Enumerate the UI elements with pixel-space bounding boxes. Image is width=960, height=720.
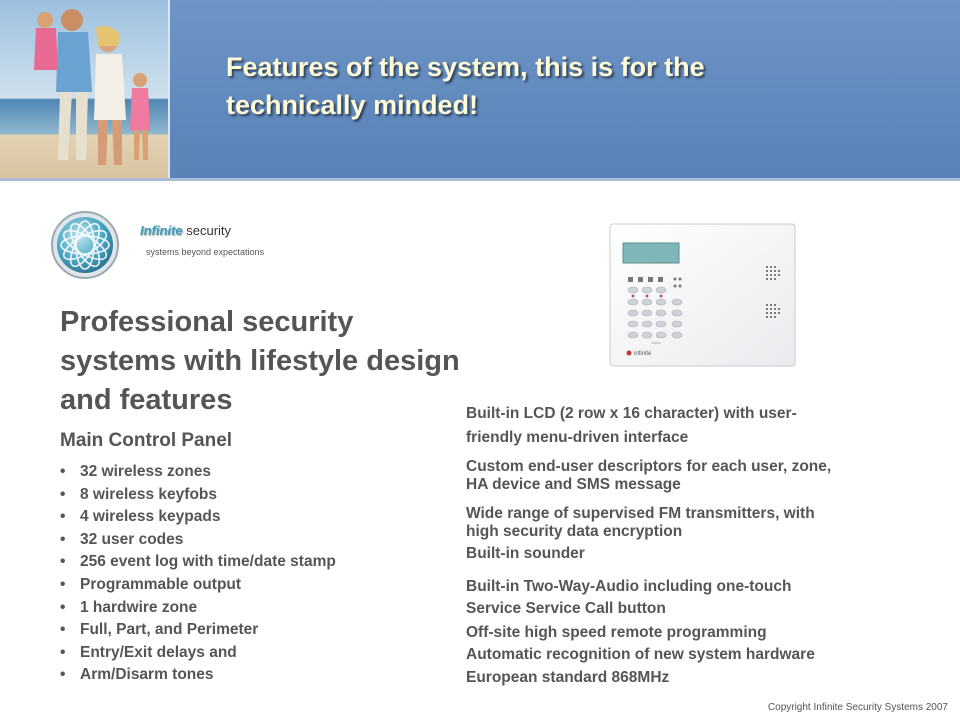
feature-line: Built-in sounder bbox=[466, 545, 585, 562]
family-beach-photo bbox=[0, 0, 170, 178]
brand-tagline: systems beyond expectations bbox=[146, 247, 265, 257]
feature-line: Wide range of supervised FM transmitters, with bbox=[466, 505, 815, 522]
brand-suffix: security bbox=[186, 223, 232, 238]
main-control-panel-heading: Main Control Panel bbox=[60, 430, 233, 451]
headline-line-3: and features bbox=[60, 384, 233, 416]
brand-name bbox=[140, 223, 231, 238]
list-item: • Entry/Exit delays and bbox=[60, 642, 440, 665]
header-divider bbox=[0, 178, 960, 181]
slide-title bbox=[226, 48, 906, 124]
list-item: • Arm/Disarm tones bbox=[60, 664, 440, 687]
feature-line: Automatic recognition of new system hardware bbox=[466, 646, 815, 663]
slide-title-line-2: technically minded! bbox=[226, 90, 479, 120]
list-item: • 1 hardwire zone bbox=[60, 597, 440, 620]
headline-line-2: systems with lifestyle design bbox=[60, 345, 460, 377]
feature-line: Service Service Call button bbox=[466, 600, 666, 617]
feature-line: Built-in LCD (2 row x 16 character) with user- bbox=[466, 405, 797, 422]
list-item: • 8 wireless keyfobs bbox=[60, 484, 440, 507]
list-item: • Full, Part, and Perimeter bbox=[60, 619, 440, 642]
feature-line: European standard 868MHz bbox=[466, 669, 670, 686]
control-panel-image bbox=[609, 223, 796, 367]
feature-line: Off-site high speed remote programming bbox=[466, 624, 767, 641]
control-panel-bullet-list bbox=[60, 461, 440, 687]
device-brand-label: infinite bbox=[634, 351, 652, 357]
brand-wordmark: Infinite bbox=[140, 223, 183, 238]
list-item: • Programmable output bbox=[60, 574, 440, 597]
headline bbox=[60, 303, 520, 420]
feature-line: Built-in Two-Way-Audio including one-touch bbox=[466, 578, 792, 595]
feature-line: Custom end-user descriptors for each user, zone, bbox=[466, 458, 832, 475]
headline-line-1: Professional security bbox=[60, 306, 354, 338]
list-item: • 256 event log with time/date stamp bbox=[60, 551, 440, 574]
feature-line: high security data encryption bbox=[466, 523, 683, 540]
feature-line: HA device and SMS message bbox=[466, 476, 681, 493]
list-item: • 32 user codes bbox=[60, 529, 440, 552]
feature-line: friendly menu-driven interface bbox=[466, 429, 689, 446]
slide-title-line-1: Features of the system, this is for the bbox=[226, 52, 705, 82]
infinite-logo-icon bbox=[50, 210, 120, 280]
list-item: • 32 wireless zones bbox=[60, 461, 440, 484]
list-item: • 4 wireless keypads bbox=[60, 506, 440, 529]
copyright-notice: Copyright Infinite Security Systems 2007 bbox=[767, 702, 948, 713]
